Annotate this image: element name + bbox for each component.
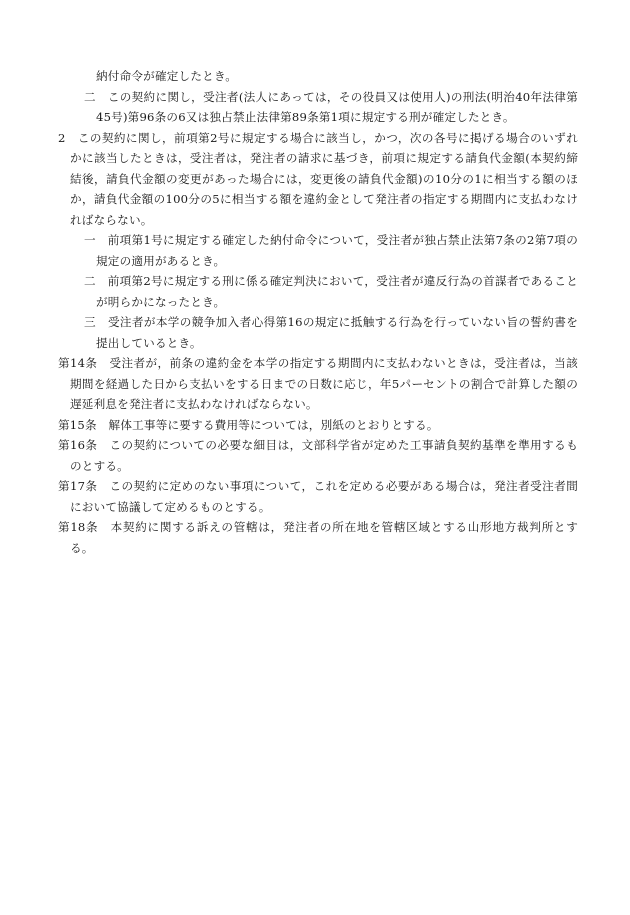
article-17: 第17条 この契約に定めのない事項について，これを定める必要がある場合は，発注者受注者間において協議して定めるものとする。 bbox=[58, 479, 578, 514]
paragraph-2: 2 この契約に関し，前項第2号に規定する場合に該当し，かつ，次の各号に掲げる場合のいずれかに該当したときは，受注者は，発注者の請求に基づき，前項に規定する請負代金額(本契約締結後，請負代金額の変更があった場合には，変更後の請負代金額)の10分の1に相当する額のほか，請負代金額の100分の5に相当する額を違約金として発注者の指定する期間内に支払わなければならない。 bbox=[58, 130, 578, 227]
paragraph-2-item-3: 三 受注者が本学の競争加入者心得第16の規定に抵触する行為を行っていない旨の誓約書を提出しているとき。 bbox=[84, 315, 578, 350]
paragraph-2-item-1: 一 前項第1号に規定する確定した納付命令について，受注者が独占禁止法第7条の2第7項の規定の適用があるとき。 bbox=[84, 233, 578, 268]
paragraph-2-item-2: 二 前項第2号に規定する刑に係る確定判決において，受注者が違反行為の首謀者であることが明らかになったとき。 bbox=[84, 274, 578, 309]
article-16: 第16条 この契約についての必要な細目は，文部科学省が定めた工事請負契約基準を準用するものとする。 bbox=[58, 438, 578, 473]
article-15: 第15条 解体工事等に要する費用等については，別紙のとおりとする。 bbox=[58, 417, 439, 432]
article-14: 第14条 受注者が，前条の違約金を本学の指定する期間内に支払わないときは，受注者は，当該期間を経過した日から支払いをする日までの日数に応じ，年5パーセントの割合で計算した額の遅延利息を発注者に支払わなければならない。 bbox=[58, 356, 578, 411]
list-item-2: 二 この契約に関し，受注者(法人にあっては，その役員又は使用人)の刑法(明治40年法律第45号)第96条の6又は独占禁止法律第89条第1項に規定する刑が確定したとき。 bbox=[84, 89, 578, 124]
document-page bbox=[58, 66, 578, 558]
article-18: 第18条 本契約に関する訴えの管轄は，発注者の所在地を管轄区域とする山形地方裁判所とする。 bbox=[58, 520, 578, 555]
continuation-text: 納付命令が確定したとき。 bbox=[96, 69, 238, 83]
